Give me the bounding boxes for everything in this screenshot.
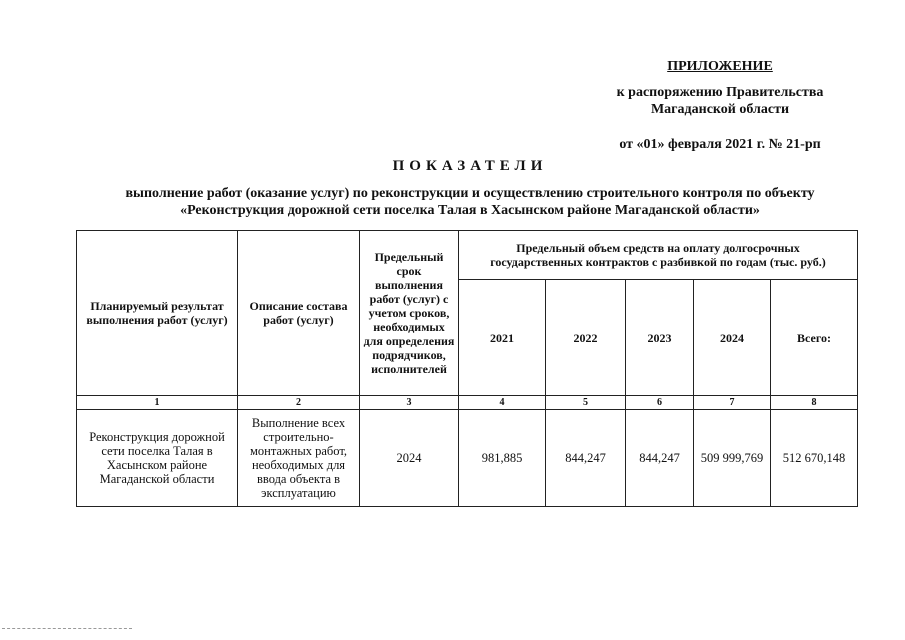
header-deadline: Предельный срок выполнения работ (услуг) с учетом сроков, необходимых для определения подрядчиков, исполнителей (360, 231, 459, 396)
index-cell: 4 (459, 396, 546, 410)
header-total: Всего: (771, 280, 858, 396)
cell-result: Реконструкция дорожной сети поселка Талая в Хасынском районе Магаданской области (77, 410, 238, 507)
header-planned-result: Планируемый результат выполнения работ (услуг) (77, 231, 238, 396)
header-year-2022: 2022 (546, 280, 626, 396)
appendix-line-2: Магаданской области (650, 102, 790, 117)
appendix-line-1: к распоряжению Правительства (616, 85, 824, 100)
cell-deadline: 2024 (360, 410, 459, 507)
cell-2024: 509 999,769 (694, 410, 771, 507)
cell-2021: 981,885 (459, 410, 546, 507)
cell-description: Выполнение всех строительно-монтажных работ, необходимых для ввода объекта в эксплуатацию (238, 410, 360, 507)
heading-line-2: «Реконструкция дорожной сети поселка Талая в Хасынском районе Магаданской области» (180, 203, 760, 218)
scan-artifact-divider (2, 628, 132, 629)
header-year-2023: 2023 (626, 280, 694, 396)
cell-total: 512 670,148 (771, 410, 858, 507)
column-index-row (77, 396, 858, 410)
cell-2023: 844,247 (626, 410, 694, 507)
cell-2022: 844,247 (546, 410, 626, 507)
index-cell: 2 (238, 396, 360, 410)
table-row (77, 410, 858, 507)
appendix-title: ПРИЛОЖЕНИЕ (667, 59, 773, 74)
header-funding-group: Предельный объем средств на оплату долгосрочных государственных контрактов с разбивкой по годам (тыс. руб.) (459, 231, 858, 280)
index-cell: 3 (360, 396, 459, 410)
header-work-description: Описание состава работ (услуг) (238, 231, 360, 396)
document-heading (60, 158, 880, 219)
index-cell: 8 (771, 396, 858, 410)
indicators-table (76, 230, 858, 507)
heading-line-1: выполнение работ (оказание услуг) по реконструкции и осуществлению строительного контроля по объекту (125, 186, 815, 201)
appendix-order: от «01» февраля 2021 г. № 21-рп (619, 137, 821, 152)
header-year-2024: 2024 (694, 280, 771, 396)
index-cell: 5 (546, 396, 626, 410)
appendix-block (560, 58, 880, 153)
index-cell: 1 (77, 396, 238, 410)
document-title: ПОКАЗАТЕЛИ (392, 158, 548, 174)
header-year-2021: 2021 (459, 280, 546, 396)
index-cell: 7 (694, 396, 771, 410)
index-cell: 6 (626, 396, 694, 410)
